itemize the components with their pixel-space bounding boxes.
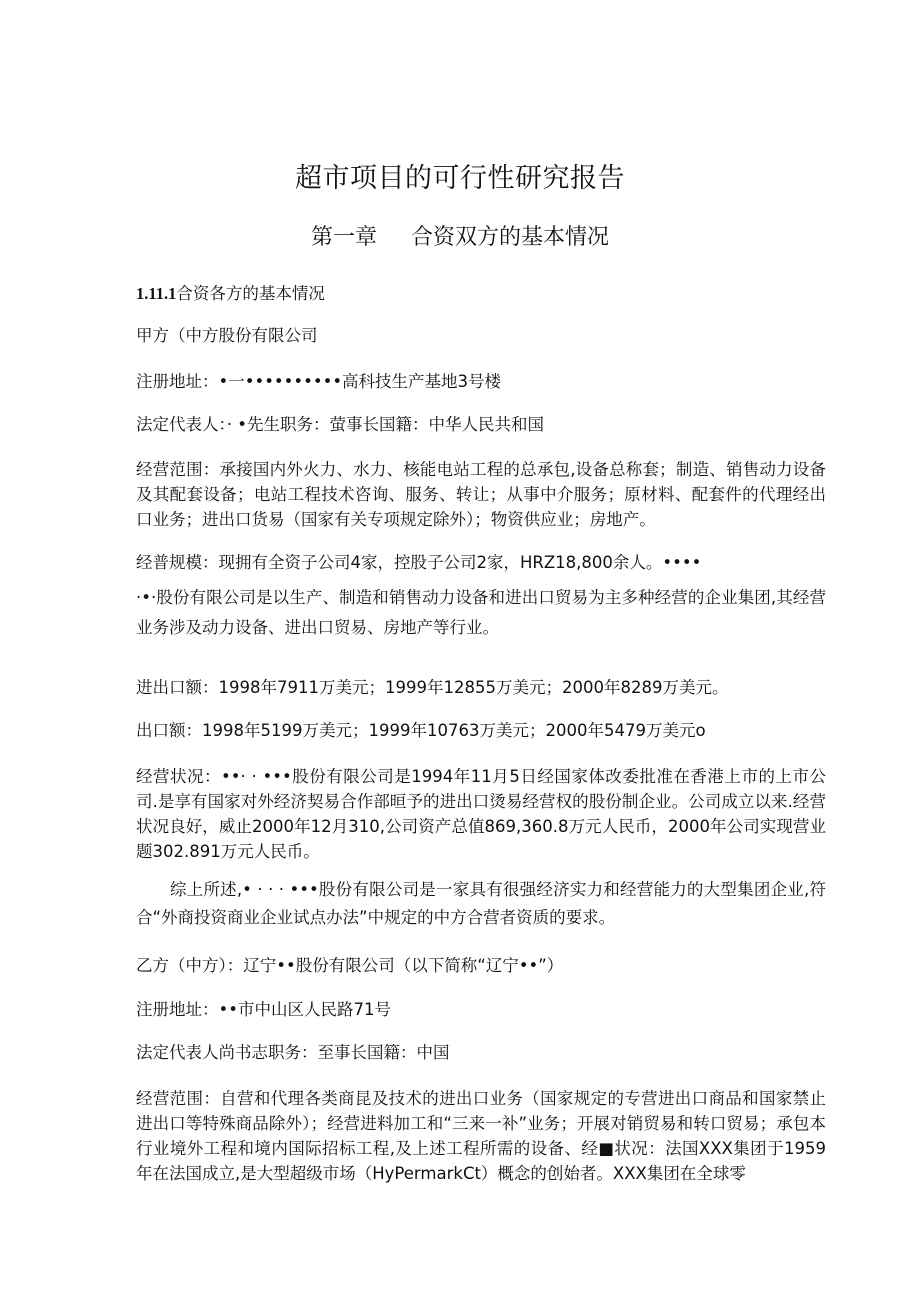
party-a-scale: 经普规模：现拥有全资子公司4家，控股子公司2家，HRZ18,800余人。•••• (136, 553, 702, 572)
party-b-address: 注册地址：••市中山区人民路71号 (136, 1000, 391, 1019)
chapter-name: 合资双方的基本情况 (411, 225, 610, 250)
party-a-status: 经营状况：••· · •••股份有限公司是1994年11月5日经国家体改委批准在香港上市的上市公司.是享有国家对外经济契易合作部晅予的进出口烫易经营权的股份制企业。公司成立以来.经营状况良好，威止2000年12月310,公司资产总值869,360.8万元人民币，2000年公司实现营业题302.891万元人民币。 (136, 767, 826, 861)
chapter-heading (0, 220, 920, 251)
chapter-number: 第一章 (310, 225, 377, 250)
party-a-address: 注册地址：•一••••••••••高科技生产基地3号楼 (136, 372, 502, 391)
report-title: 超市项目的可行性研究报告 (295, 163, 625, 194)
party-a-import-export: 进出口额：1998年7911万美元；1999年12855万美元；2000年8289万美元。 (136, 678, 729, 697)
party-a-summary: 综上所述,• · · · •••股份有限公司是一家具有很强经济实力和经营能力的大型集团企业,符合“外商投资商业企业试点办法”中规定的中方合营者资质的要求。 (136, 880, 826, 927)
party-a-heading: 甲方（中方股份有限公司 (136, 326, 318, 345)
party-a-scope: 经营范围：承接国内外火力、水力、核能电站工程的总承包,设备总称套；制造、销售动力设备及其配套设备；电站工程技术咨询、服务、转让；从事中介服务；原材料、配套件的代理经出口业务；进出口货易（国家有关专项规定除外）；物资供应业；房地产。 (136, 460, 826, 529)
section-label: 合资各方的基本情况 (176, 284, 325, 303)
party-a-description: ·•·股份有限公司是以生产、制造和销售动力设备和进出口贸易为主多种经营的企业集团,其经营业务涉及动力设备、进出口贸易、房地产等行业。 (136, 588, 826, 637)
party-a-legal-rep: 法定代表人：· •先生职务：萤事长国籍：中华人民共和国 (136, 415, 544, 434)
section-heading (136, 282, 826, 306)
party-b-legal-rep: 法定代表人尚书志职务：至事长国籍：中国 (136, 1043, 450, 1062)
party-a-export: 出口额：1998年5199万美元；1999年10763万美元；2000年5479万美元o (136, 721, 706, 740)
party-b-heading: 乙方（中方）：辽宁••股份有限公司（以下简称“辽宁••”） (136, 956, 564, 975)
party-b-scope: 经营范围：自营和代理各类商昆及技术的进出口业务（国家规定的专营进出口商品和国家禁止进出口等特殊商品除外）；经营进料加工和“三来一补”业务；开展对销贸易和转口贸易；承包本行业境外工程和境内国际招标工程,及上述工程所需的设备、经■状况：法国XXX集团于1959年在法国成立,是大型超级市场（HyPermarkCt）概念的创始者。XXX集团在全球零 (136, 1089, 826, 1183)
section-number: 1.11.1 (136, 284, 177, 303)
